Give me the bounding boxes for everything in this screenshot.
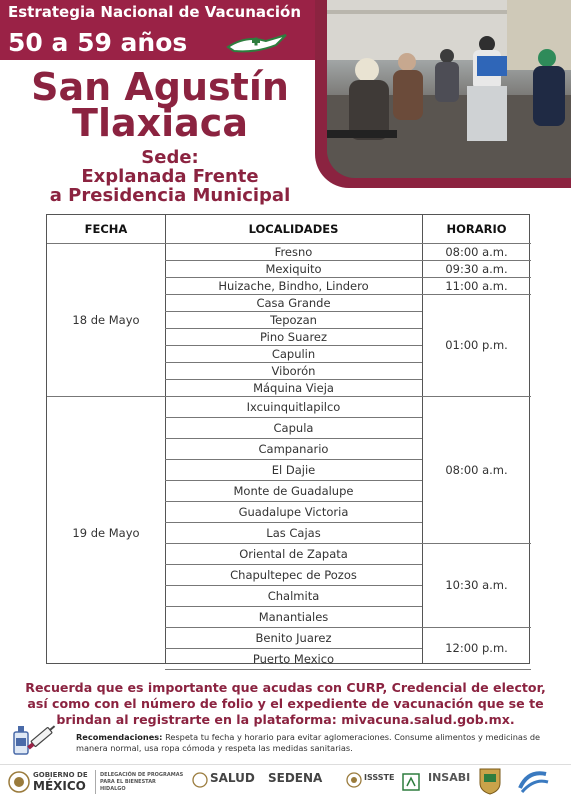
time-cell: 01:00 p.m.: [445, 338, 508, 352]
locality-cell: Casa Grande: [256, 295, 331, 310]
venue-label: Sede:: [141, 147, 199, 168]
locality-cell: Chalmita: [267, 588, 320, 603]
locality-cell: Tepozan: [270, 312, 317, 327]
reminder-text: [10, 680, 561, 728]
schedule-table: [46, 214, 530, 664]
footer-divider: [95, 770, 96, 794]
time-cell: 11:00 a.m.: [445, 278, 508, 293]
locality-cell: Ixcuinquitlapilco: [246, 399, 341, 414]
locality-cell: Guadalupe Victoria: [238, 504, 349, 519]
locality-cell: Puerto Mexico: [252, 651, 335, 666]
locality-cell: Manantiales: [258, 609, 329, 624]
insabi-logo: INSABI: [428, 771, 471, 784]
issste-logo: ISSSTE: [364, 773, 395, 782]
reminder-line2: así como con el número de folio y el expediente de vacunación que se te: [27, 696, 544, 711]
locality-cell: Mexiquito: [265, 261, 322, 276]
sedena-logo: SEDENA: [268, 771, 323, 785]
locality-cell: Capulin: [271, 346, 316, 361]
venue-line1: Explanada Frente: [81, 166, 259, 187]
locality-cell: Chapultepec de Pozos: [230, 567, 357, 582]
time-cell: 08:00 a.m.: [445, 244, 508, 259]
locality-cell: Campanario: [258, 441, 329, 456]
municipality-name-line1: San Agustín: [31, 65, 289, 109]
delegacion-logo-line2: PARA EL BIENESTAR: [100, 779, 156, 785]
municipal-logo-icon: [516, 768, 552, 794]
recommendations-label: Recomendaciones:: [76, 732, 163, 742]
time-cell: 10:30 a.m.: [445, 578, 508, 592]
locality-cell: Huizache, Bindho, Lindero: [218, 278, 369, 293]
hidalgo-coat-of-arms-icon: [478, 767, 502, 795]
recommendations: [76, 732, 564, 753]
municipality-name-line2: Tlaxiaca: [72, 101, 248, 145]
header-localidades: LOCALIDADES: [248, 222, 339, 236]
table-row-divider: [165, 669, 531, 670]
locality-cell: Monte de Guadalupe: [233, 483, 354, 498]
age-group-title: 50 a 59 años: [8, 28, 188, 57]
locality-cell: Máquina Vieja: [253, 380, 334, 395]
locality-cell: Oriental de Zapata: [239, 546, 348, 561]
time-cell: 12:00 p.m.: [445, 641, 508, 655]
header-horario: HORARIO: [446, 222, 507, 236]
venue-line2: a Presidencia Municipal: [49, 185, 291, 206]
locality-cell: Capula: [273, 420, 314, 435]
locality-cell: Pino Suarez: [259, 329, 328, 344]
reminder-line1: Recuerda que es importante que acudas con CURP, Credencial de elector,: [25, 680, 546, 695]
header-fecha: FECHA: [84, 222, 128, 236]
delegacion-logo-line3: HIDALGO: [100, 786, 126, 792]
recommendations-text: Respeta tu fecha y horario para evitar aglomeraciones. Consume alimentos y medicinas de manera normal, usa ropa cómoda y respeta las medidas sanitarias.: [76, 732, 541, 753]
reminder-line3: brindan al registrarte en la plataforma: mivacuna.salud.gob.mx.: [56, 712, 515, 727]
gobierno-logo-main: MÉXICO: [33, 779, 86, 793]
salud-seal-icon: [192, 772, 208, 788]
time-cell: 08:00 a.m.: [445, 462, 508, 477]
vaccination-logo-icon: [226, 31, 288, 55]
locality-cell: El Dajie: [271, 462, 316, 477]
campaign-title: Estrategia Nacional de Vacunación: [8, 3, 302, 21]
issste-seal-icon: [346, 772, 362, 788]
imss-logo-icon: [400, 771, 422, 793]
date-cell: 18 de Mayo: [72, 312, 140, 327]
salud-logo: SALUD: [210, 771, 255, 785]
gobierno-logo-top: GOBIERNO DE: [33, 771, 88, 779]
locality-cell: Fresno: [274, 244, 313, 259]
vaccination-site-photo: [315, 0, 571, 188]
locality-cell: Benito Juarez: [255, 630, 332, 645]
locality-cell: Viborón: [271, 363, 316, 378]
vaccine-syringe-icon: [10, 716, 60, 758]
mexico-shield-icon: [8, 771, 30, 793]
date-cell: 19 de Mayo: [72, 525, 140, 540]
locality-cell: Las Cajas: [266, 525, 321, 540]
delegacion-logo-line1: DELEGACIÓN DE PROGRAMAS: [100, 772, 184, 778]
time-cell: 09:30 a.m.: [445, 261, 508, 276]
